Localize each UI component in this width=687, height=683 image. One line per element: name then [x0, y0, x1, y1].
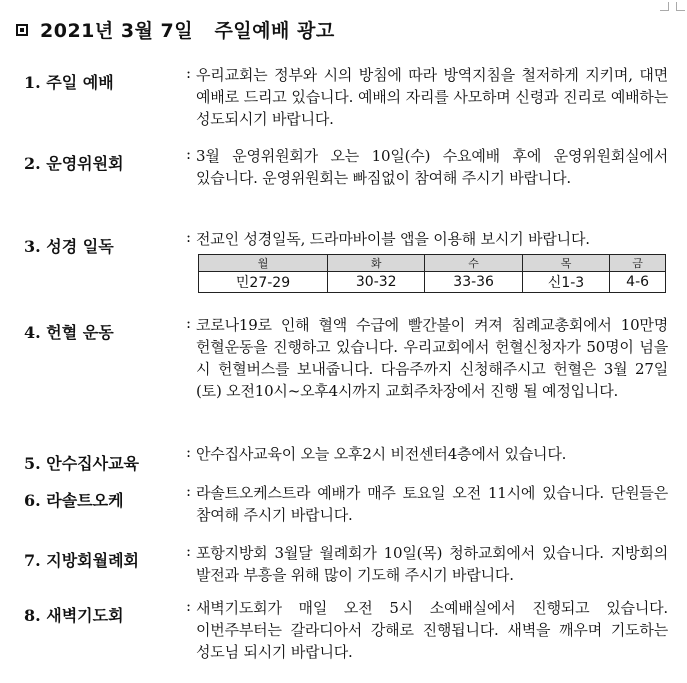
- notice-colon: :: [186, 542, 192, 560]
- notice-label: 6. 라솔트오케: [24, 491, 124, 510]
- bible-reading-schedule-table: [198, 254, 666, 293]
- schedule-header-row: [199, 255, 666, 272]
- notice-label: 5. 안수집사교육: [24, 454, 140, 473]
- page-corner-marks: [657, 0, 687, 20]
- schedule-header-cell: 월: [199, 255, 328, 272]
- notice-body: 라솔트오케스트라 예배가 매주 토요일 오전 11시에 있습니다. 단원들은 참여해 주시기 바랍니다.: [196, 484, 668, 524]
- square-bullet-icon: [16, 24, 28, 36]
- page-title-row: [16, 16, 335, 43]
- corner-mark-left: [660, 2, 669, 11]
- schedule-cell: 4-6: [610, 272, 666, 293]
- notice-body: 3월 운영위원회가 오는 10일(수) 수요예배 후에 운영위원회실에서 있습니다. 운영위원회는 빠짐없이 참여해 주시기 바랍니다.: [196, 147, 668, 187]
- notice-label: 7. 지방회월례회: [24, 551, 140, 570]
- schedule-row: [199, 272, 666, 293]
- notice-label: 3. 성경 일독: [24, 237, 114, 256]
- notice-colon: :: [186, 314, 192, 332]
- notice-label: 4. 헌혈 운동: [24, 323, 114, 342]
- notice-colon: :: [186, 64, 192, 82]
- notice-colon: :: [186, 145, 192, 163]
- notice-colon: :: [186, 482, 192, 500]
- schedule-header-cell: 금: [610, 255, 666, 272]
- notice-body: 새벽기도회가 매일 오전 5시 소예배실에서 진행되고 있습니다. 이번주부터는 갈라디아서 강해로 진행됩니다. 새벽을 깨우며 기도하는 성도님 되시기 바랍니다.: [196, 599, 668, 661]
- schedule-cell: 30-32: [328, 272, 425, 293]
- schedule-header-cell: 목: [522, 255, 609, 272]
- notice-colon: :: [186, 228, 192, 246]
- schedule-cell: 33-36: [425, 272, 522, 293]
- notice-label: 8. 새벽기도회: [24, 606, 124, 625]
- schedule-header-cell: 수: [425, 255, 522, 272]
- notice-body: 전교인 성경일독, 드라마바이블 앱을 이용해 보시기 바랍니다.: [196, 230, 590, 248]
- page-title: 2021년 3월 7일 주일예배 광고: [40, 20, 335, 42]
- notice-colon: :: [186, 597, 192, 615]
- notice-body: 코로나19로 인해 혈액 수급에 빨간불이 켜져 침례교총회에서 10만명 헌혈운동을 진행하고 있습니다. 우리교회에서 헌혈신청자가 50명이 넘을 시 헌혈버스를 보내줍니다. 다음주까지 신청해주시고 헌혈은 3월 27일(토) 오전10시~오후4시까지 교회주차장에서 진행 될 예정입니다.: [196, 316, 668, 400]
- notice-colon: :: [186, 443, 192, 461]
- notice-body: 안수집사교육이 오늘 오후2시 비전센터4층에서 있습니다.: [196, 445, 567, 463]
- notice-label: 2. 운영위원회: [24, 154, 124, 173]
- schedule-cell: 신1-3: [522, 272, 609, 293]
- notice-label: 1. 주일 예배: [24, 73, 114, 92]
- notice-body: 우리교회는 정부와 시의 방침에 따라 방역지침을 철저하게 지키며, 대면 예배로 드리고 있습니다. 예배의 자리를 사모하며 신령과 진리로 예배하는 성도되시기 바랍니다.: [196, 66, 668, 128]
- schedule-header-cell: 화: [328, 255, 425, 272]
- notice-body: 포항지방회 3월달 월례회가 10일(목) 청하교회에서 있습니다. 지방회의 발전과 부흥을 위해 많이 기도해 주시기 바랍니다.: [196, 544, 668, 584]
- corner-mark-right: [676, 2, 685, 11]
- schedule-cell: 민27-29: [199, 272, 328, 293]
